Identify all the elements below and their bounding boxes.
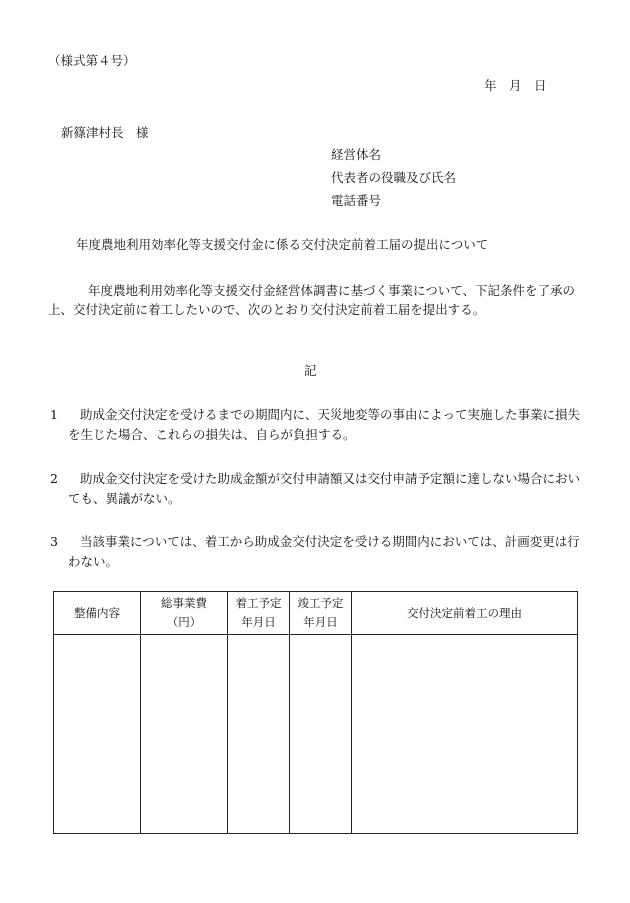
body-paragraph: 年度農地利用効率化等支援交付金経営体調書に基づく事業について、下記条件を了承の上、交付決定前に着工したいので、次のとおり交付決定前着工届を提出する。 <box>48 283 576 317</box>
table-cell[interactable] <box>290 635 352 834</box>
header-line1: 竣工予定 <box>297 596 344 610</box>
table-cell[interactable] <box>228 635 290 834</box>
header-cell <box>290 592 352 635</box>
condition-text: 当該事業については、着工から助成金交付決定を受ける期間内においては、計画変更は行わない。 <box>68 534 580 569</box>
header-cell <box>54 592 141 635</box>
table-header-row <box>54 592 578 635</box>
ki-heading: 記 <box>304 363 317 378</box>
document-title: 年度農地利用効率化等支援交付金に係る交付決定前着工届の提出について <box>76 237 489 252</box>
representative-label: 代表者の役職及び氏名 <box>331 170 457 185</box>
application-table <box>53 591 578 834</box>
header-line2: （円） <box>166 615 202 629</box>
table-cell[interactable] <box>352 635 578 834</box>
table-cell[interactable] <box>54 635 141 834</box>
header-cell <box>352 592 578 635</box>
header-line1: 交付決定前着工の理由 <box>407 605 522 620</box>
header-line1: 着工予定 <box>235 596 282 610</box>
date-line: 年 月 日 <box>484 78 547 93</box>
header-line1: 総事業費 <box>161 596 207 610</box>
condition-text: 助成金交付決定を受けるまでの期間内に、天災地変等の事由によって実施した事業に損失を生じた場合、これらの損失は、自らが負担する。 <box>68 407 581 442</box>
condition-number: 2 <box>50 471 58 486</box>
header-cell <box>228 592 290 635</box>
phone-label: 電話番号 <box>331 193 382 208</box>
header-line2: 年月日 <box>303 615 338 629</box>
header-cell <box>141 592 228 635</box>
table-row <box>54 635 578 834</box>
condition-item-3 <box>50 532 580 572</box>
form-number: （様式第４号） <box>48 53 136 68</box>
condition-item-1 <box>50 405 580 445</box>
condition-text: 助成金交付決定を受けた助成金額が交付申請額又は交付申請予定額に達しない場合においても、異議がない。 <box>68 471 581 506</box>
header-line2: 年月日 <box>241 615 276 629</box>
business-name-label: 経営体名 <box>331 147 382 162</box>
condition-item-2 <box>50 469 580 509</box>
condition-number: 3 <box>50 534 58 549</box>
condition-number: 1 <box>50 407 58 422</box>
addressee: 新篠津村長 様 <box>61 125 149 140</box>
header-line1: 整備内容 <box>74 605 120 620</box>
table-cell[interactable] <box>141 635 228 834</box>
